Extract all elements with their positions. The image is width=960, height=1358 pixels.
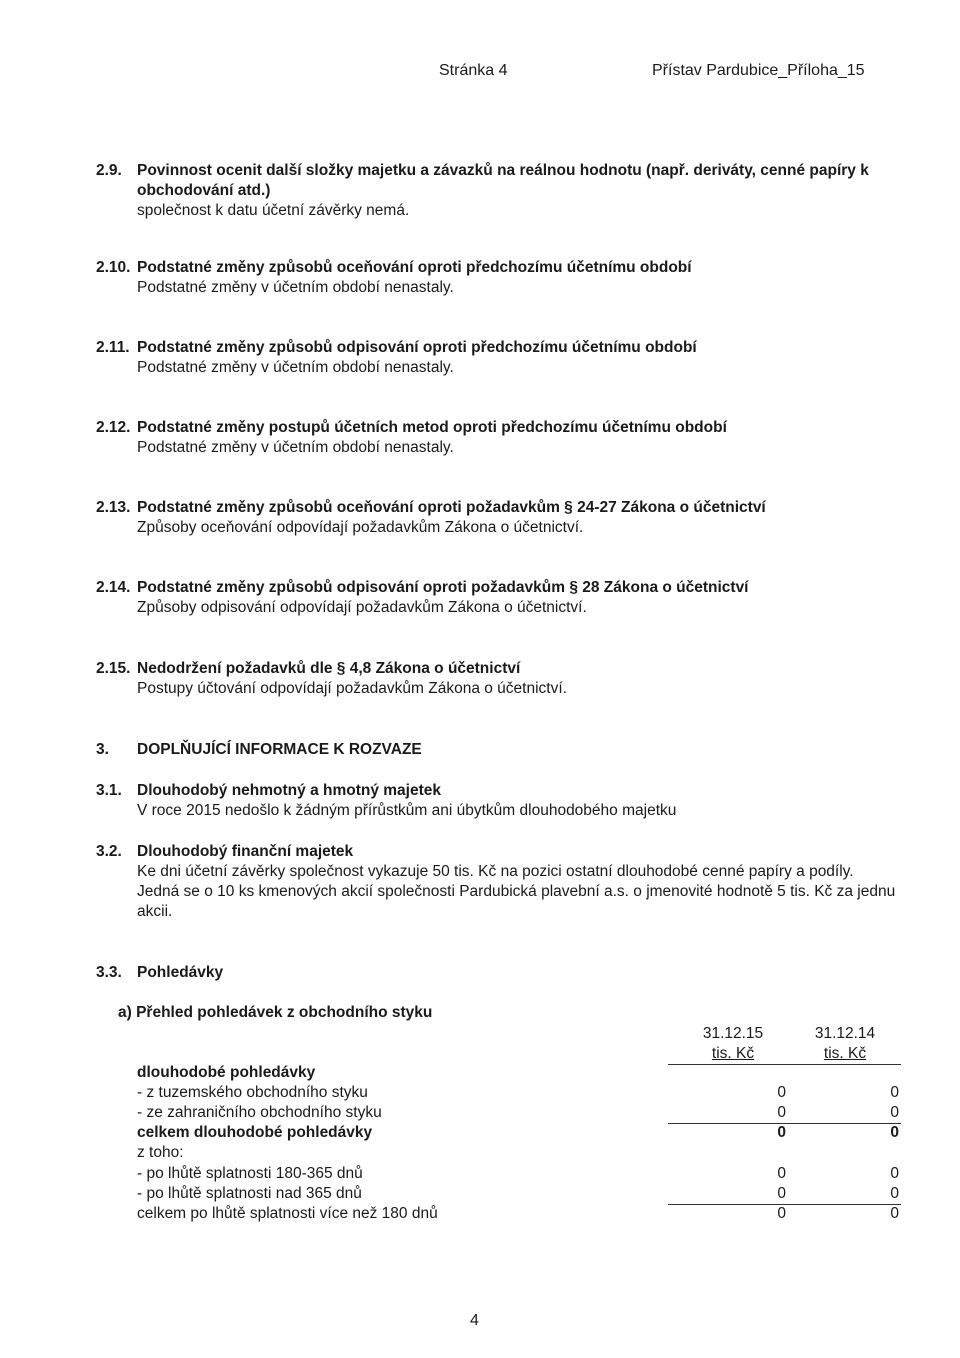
section-text: V roce 2015 nedošlo k žádným přírůstkům ani úbytkům dlouhodobého majetku — [137, 802, 677, 819]
section-title: DOPLŇUJÍCÍ INFORMACE K ROZVAZE — [137, 741, 422, 758]
row-label: - po lhůtě splatnosti 180-365 dnů — [137, 1165, 363, 1182]
section-3-2 — [96, 842, 916, 922]
section-text: Způsoby oceňování odpovídají požadavkům Zákona o účetnictví. — [137, 519, 584, 536]
value-2014: 0 — [890, 1205, 899, 1222]
section-number: 2.11. — [96, 339, 130, 356]
section-2-15 — [96, 659, 916, 699]
section-title: Podstatné změny způsobů odpisování oproti požadavkům § 28 Zákona o účetnictví — [137, 579, 749, 596]
section-text: Postupy účtování odpovídají požadavkům Zákona o účetnictví. — [137, 680, 567, 697]
section-2-9 — [96, 161, 916, 221]
row-label: - po lhůtě splatnosti nad 365 dnů — [137, 1185, 362, 1202]
section-text: Ke dni účetní závěrky společnost vykazuje 50 tis. Kč na pozici ostatní dlouhodobé cenné papíry a podíly. Jedná se o 10 ks kmenových akcií společnosti Pardubická plavební a.s. o jmenovité hodnotě 5 tis. Kč za jednu akcii. — [137, 863, 896, 920]
section-2-13 — [96, 498, 916, 538]
page-label: Stránka 4 — [439, 62, 508, 79]
row-label: celkem dlouhodobé pohledávky — [137, 1124, 373, 1141]
section-text: Podstatné změny v účetním období nenastaly. — [137, 439, 454, 456]
value-2015: 0 — [777, 1185, 786, 1202]
value-2014: 0 — [890, 1104, 899, 1121]
value-2014: 0 — [890, 1185, 899, 1202]
column-header-2014 — [800, 1024, 890, 1064]
section-2-11 — [96, 338, 916, 378]
section-text: Způsoby odpisování odpovídají požadavkům Zákona o účetnictví. — [137, 599, 587, 616]
value-2015: 0 — [777, 1124, 786, 1141]
section-title: Podstatné změny postupů účetních metod oproti předchozímu účetnímu období — [137, 419, 727, 436]
section-title: Podstatné změny způsobů odpisování oproti předchozímu účetnímu období — [137, 339, 697, 356]
section-title: Dlouhodobý finanční majetek — [137, 843, 354, 860]
section-2-12 — [96, 418, 916, 458]
section-title: Pohledávky — [137, 964, 224, 981]
value-2015: 0 — [777, 1165, 786, 1182]
section-3 — [96, 740, 916, 760]
column-unit: tis. Kč — [711, 1045, 755, 1062]
row-label: dlouhodobé pohledávky — [137, 1064, 316, 1081]
value-2015: 0 — [777, 1084, 786, 1101]
row-label: z toho: — [137, 1144, 184, 1161]
value-2014: 0 — [890, 1084, 899, 1101]
section-number: 2.13. — [96, 499, 131, 516]
section-title: Podstatné změny způsobů oceňování oproti požadavkům § 24-27 Zákona o účetnictví — [137, 499, 766, 516]
section-number: 3.3. — [96, 964, 122, 981]
section-number: 3.2. — [96, 843, 122, 860]
section-3-1 — [96, 781, 916, 821]
value-2015: 0 — [777, 1104, 786, 1121]
section-3-3 — [96, 963, 916, 983]
section-number: 3.1. — [96, 782, 122, 799]
section-2-14 — [96, 578, 916, 618]
section-number: 2.14. — [96, 579, 131, 596]
section-2-10 — [96, 258, 916, 298]
section-number: 2.12. — [96, 419, 131, 436]
table-subtitle: a) Přehled pohledávek z obchodního styku — [118, 1004, 433, 1021]
page-number: 4 — [470, 1312, 479, 1329]
section-number: 3. — [96, 741, 109, 758]
section-text: společnost k datu účetní závěrky nemá. — [137, 202, 410, 219]
section-title: Nedodržení požadavků dle § 4,8 Zákona o účetnictví — [137, 660, 521, 677]
row-label: - ze zahraničního obchodního styku — [137, 1104, 382, 1121]
column-date: 31.12.15 — [702, 1025, 764, 1042]
section-number: 2.9. — [96, 162, 122, 179]
section-number: 2.10. — [96, 259, 131, 276]
value-2015: 0 — [777, 1205, 786, 1222]
row-label: celkem po lhůtě splatnosti více než 180 dnů — [137, 1205, 438, 1222]
row-label: - z tuzemského obchodního styku — [137, 1084, 368, 1101]
section-text: Podstatné změny v účetním období nenastaly. — [137, 359, 454, 376]
section-text: Podstatné změny v účetním období nenastaly. — [137, 279, 454, 296]
column-unit: tis. Kč — [823, 1045, 867, 1062]
section-number: 2.15. — [96, 660, 131, 677]
section-title: Povinnost ocenit další složky majetku a závazků na reálnou hodnotu (např. deriváty, cenné papíry k obchodování atd.) — [137, 162, 869, 199]
value-2014: 0 — [890, 1124, 899, 1141]
column-header-2015 — [688, 1024, 778, 1064]
value-2014: 0 — [890, 1165, 899, 1182]
document-label: Přístav Pardubice_Příloha_15 — [652, 62, 865, 79]
header-underline — [668, 1064, 901, 1065]
column-date: 31.12.14 — [814, 1025, 876, 1042]
section-title: Dlouhodobý nehmotný a hmotný majetek — [137, 782, 441, 799]
section-title: Podstatné změny způsobů oceňování oproti předchozímu účetnímu období — [137, 259, 692, 276]
